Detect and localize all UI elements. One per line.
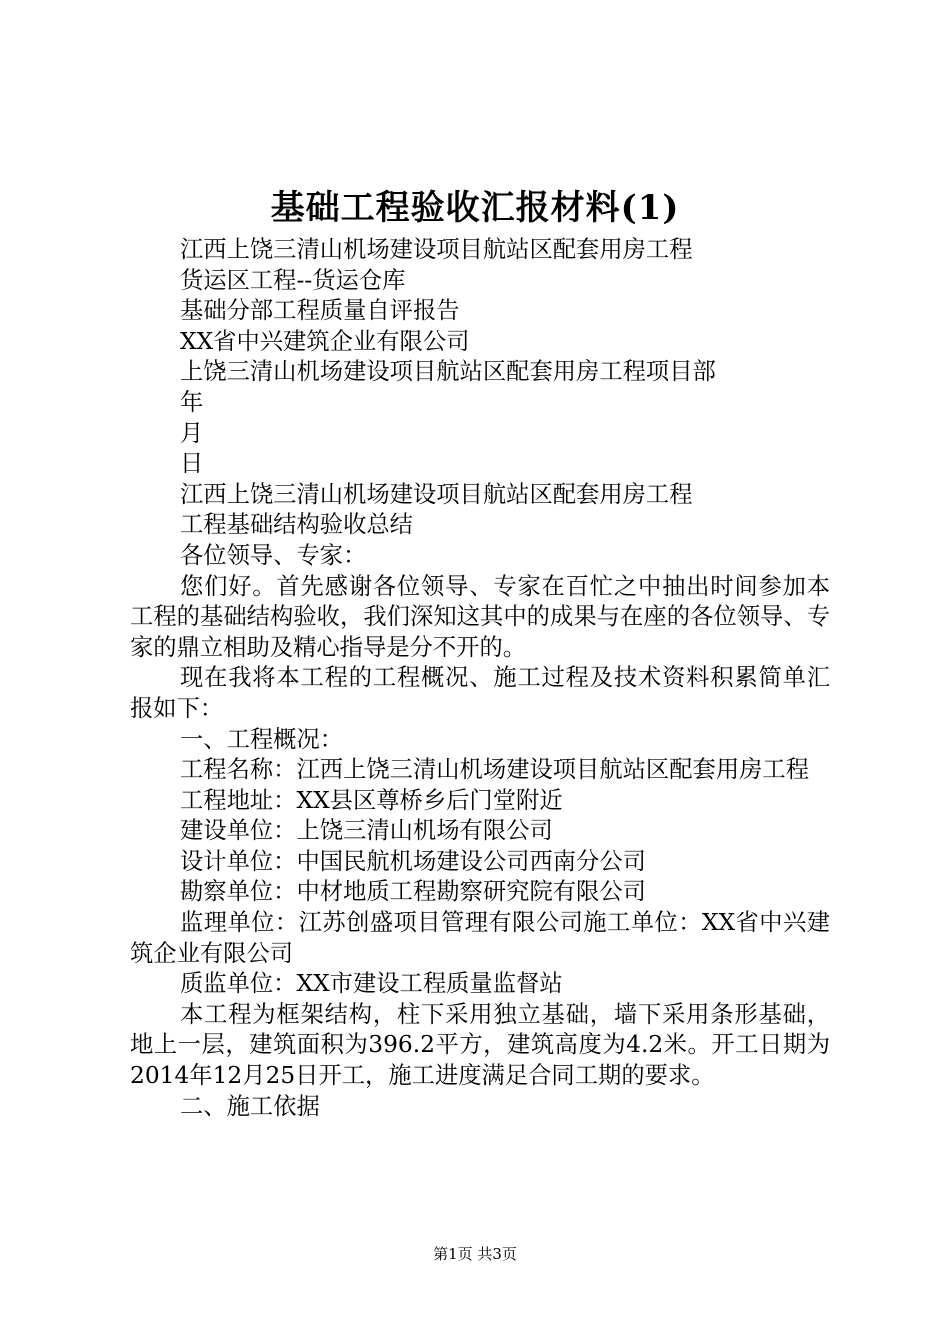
paragraph: 上饶三清山机场建设项目航站区配套用房工程项目部 bbox=[180, 358, 716, 386]
paragraph: 您们好。首先感谢各位领导、专家在百忙之中抽出时间参加本工程的基础结构验收，我们深知这其中的成果与在座的各位领导、专家的鼎立相助及精心指导是分不开的。 bbox=[130, 572, 830, 661]
paragraph: 工程名称：江西上饶三清山机场建设项目航站区配套用房工程 bbox=[180, 756, 810, 784]
paragraph: 日 bbox=[180, 450, 204, 478]
paragraph: 月 bbox=[180, 419, 204, 447]
paragraph: 二、施工依据 bbox=[180, 1092, 320, 1120]
paragraph: 勘察单位：中材地质工程勘察研究院有限公司 bbox=[180, 878, 646, 906]
paragraph: 货运区工程--货运仓库 bbox=[180, 266, 406, 294]
paragraph: 工程地址：XX县区尊桥乡后门堂附近 bbox=[180, 786, 563, 814]
paragraph: 现在我将本工程的工程概况、施工过程及技术资料积累简单汇报如下： bbox=[130, 664, 830, 722]
paragraph: 基础分部工程质量自评报告 bbox=[180, 297, 460, 325]
paragraph: 建设单位：上饶三清山机场有限公司 bbox=[180, 817, 553, 845]
paragraph: 各位领导、专家： bbox=[180, 541, 367, 569]
paragraph: 工程基础结构验收总结 bbox=[180, 511, 413, 539]
paragraph: XX省中兴建筑企业有限公司 bbox=[180, 327, 470, 355]
page-number-footer: 第1页 共3页 bbox=[433, 1245, 517, 1263]
paragraph: 一、工程概况： bbox=[180, 725, 344, 753]
paragraph: 本工程为框架结构，柱下采用独立基础，墙下采用条形基础，地上一层，建筑面积为396.2平方，建筑高度为4.2米。开工日期为2014年12月25日开工，施工进度满足合同工期的要求。 bbox=[130, 1000, 830, 1090]
document-title: 基础工程验收汇报材料(1) bbox=[270, 188, 680, 228]
paragraph: 质监单位：XX市建设工程质量监督站 bbox=[180, 970, 563, 998]
paragraph: 监理单位：江苏创盛项目管理有限公司施工单位：XX省中兴建筑企业有限公司 bbox=[130, 909, 830, 967]
paragraph: 年 bbox=[180, 388, 204, 416]
paragraph: 设计单位：中国民航机场建设公司西南分公司 bbox=[180, 847, 646, 875]
paragraph: 江西上饶三清山机场建设项目航站区配套用房工程 bbox=[180, 480, 693, 508]
paragraph: 江西上饶三清山机场建设项目航站区配套用房工程 bbox=[180, 236, 693, 263]
document-body bbox=[130, 235, 830, 1122]
